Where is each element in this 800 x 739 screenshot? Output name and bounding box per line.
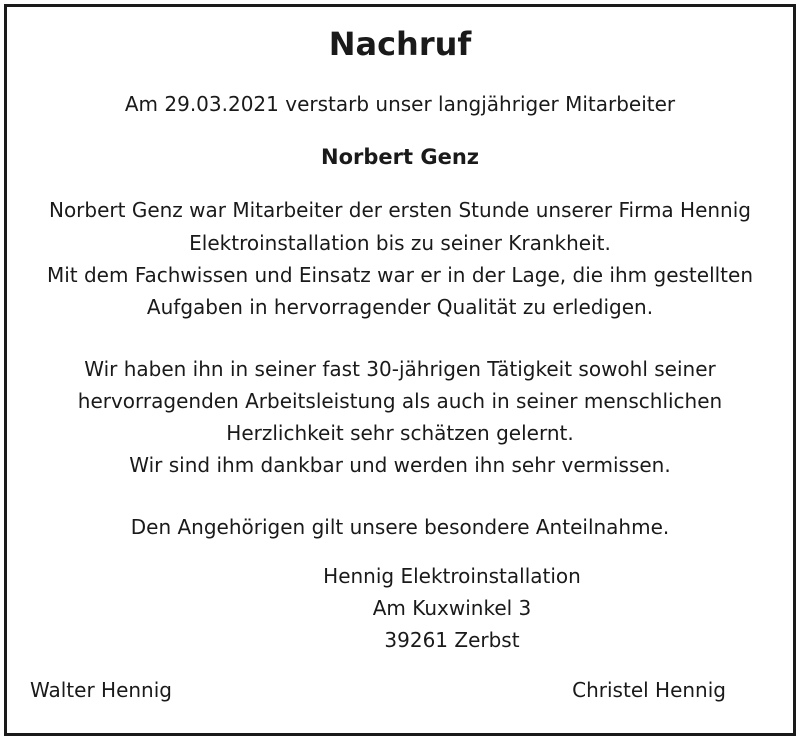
- intro-line: Am 29.03.2021 verstarb unser langjähriger Mitarbeiter: [124, 92, 676, 116]
- paragraph2-line: Wir sind ihm dankbar und werden ihn sehr vermissen.: [129, 453, 671, 477]
- paragraph2-line: Wir haben ihn in seiner fast 30-jährigen Tätigkeit sowohl seiner: [84, 357, 716, 381]
- paragraph1-line: Norbert Genz war Mitarbeiter der ersten Stunde unserer Firma Hennig: [48, 198, 751, 222]
- paragraph2-line: Herzlichkeit sehr schätzen gelernt.: [226, 421, 574, 445]
- paragraph1-line: Aufgaben in hervorragender Qualität zu erledigen.: [146, 295, 654, 319]
- deceased-name: Norbert Genz: [321, 145, 479, 169]
- company-city: 39261 Zerbst: [384, 628, 520, 652]
- signature-left: Walter Hennig: [30, 678, 172, 702]
- signature-right: Christel Hennig: [572, 678, 726, 702]
- company-street: Am Kuxwinkel 3: [372, 596, 532, 620]
- company-name: Hennig Elektroinstallation: [323, 564, 581, 588]
- paragraph1-line: Mit dem Fachwissen und Einsatz war er in der Lage, die ihm gestellten: [46, 263, 754, 287]
- paragraph2-line: hervorragenden Arbeitsleistung als auch in seiner menschlichen: [77, 389, 723, 413]
- obituary-title: Nachruf: [328, 25, 472, 63]
- condolence-line: Den Angehörigen gilt unsere besondere Anteilnahme.: [130, 515, 670, 539]
- paragraph1-line: Elektroinstallation bis zu seiner Krankheit.: [189, 231, 611, 255]
